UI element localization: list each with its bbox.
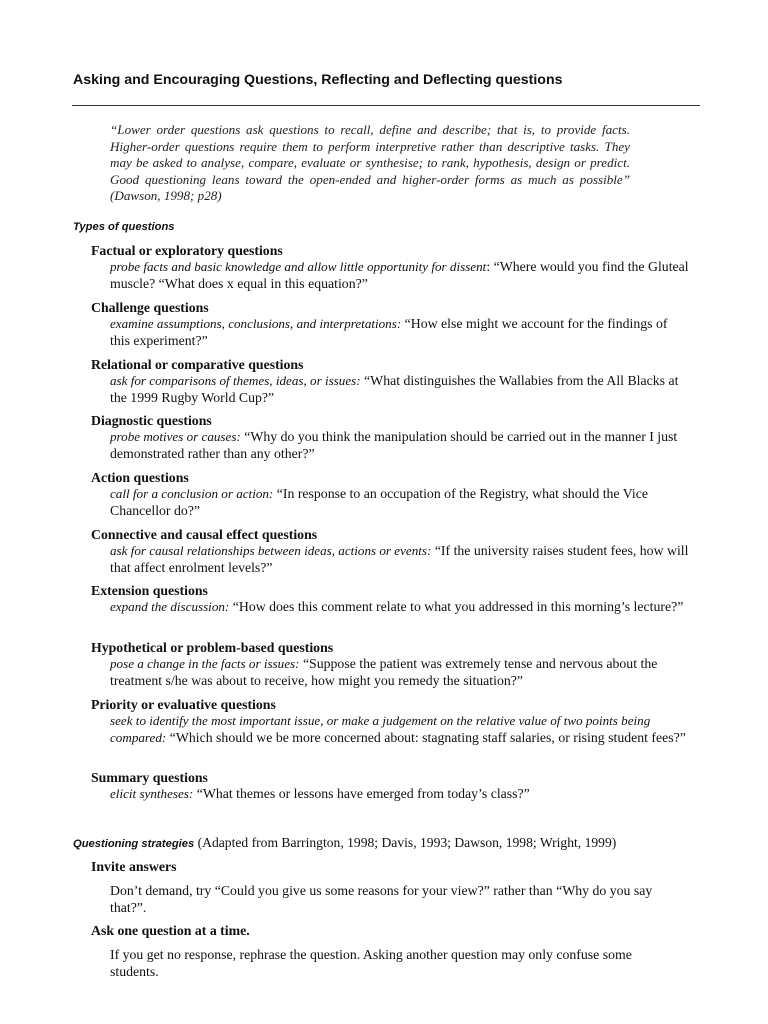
question-type bbox=[91, 769, 691, 803]
question-type-name: Factual or exploratory questions bbox=[91, 243, 283, 258]
question-type-example: “In response to an occupation of the Registry, what should the Vice Chancellor do?” bbox=[110, 486, 648, 518]
question-type bbox=[91, 242, 691, 292]
strategy bbox=[91, 858, 691, 916]
strategy-text: If you get no response, rephrase the question. Asking another question may only confuse some students. bbox=[110, 947, 632, 979]
question-type-example: “What distinguishes the Wallabies from the All Blacks at the 1999 Rugby World Cup?” bbox=[110, 373, 679, 405]
question-type-lead: expand the discussion: bbox=[110, 599, 230, 614]
question-type-lead: elicit syntheses: bbox=[110, 786, 194, 801]
question-type bbox=[91, 639, 691, 689]
question-type-description bbox=[110, 543, 690, 576]
strategy-text: Don’t demand, try “Could you give us some reasons for your view?” rather than “Why do you say that?”. bbox=[110, 883, 653, 915]
question-type-lead: call for a conclusion or action: bbox=[110, 486, 274, 501]
question-type-lead: pose a change in the facts or issues: bbox=[110, 656, 300, 671]
question-type bbox=[91, 299, 691, 349]
question-type bbox=[91, 582, 691, 616]
types-heading-label: Types of questions bbox=[73, 221, 175, 233]
question-type bbox=[91, 526, 691, 576]
question-type-name: Hypothetical or problem-based questions bbox=[91, 640, 334, 655]
question-type-name: Diagnostic questions bbox=[91, 413, 212, 428]
question-type-example: “How does this comment relate to what you addressed in this morning’s lecture?” bbox=[232, 599, 684, 614]
page-title: Asking and Encouraging Questions, Reflecting and Deflecting questions bbox=[73, 72, 563, 88]
question-type-name: Extension questions bbox=[91, 583, 208, 598]
types-heading bbox=[73, 221, 175, 233]
question-type-description bbox=[110, 786, 690, 803]
question-type-description bbox=[110, 316, 690, 349]
question-type-example: “Why do you think the manipulation should be carried out in the manner I just demonstrated rather than any other?” bbox=[110, 429, 678, 461]
strategy bbox=[91, 922, 691, 980]
question-type-example: “What themes or lessons have emerged from today’s class?” bbox=[196, 786, 530, 801]
strategies-heading bbox=[73, 835, 616, 851]
question-type-name: Action questions bbox=[91, 470, 189, 485]
question-type bbox=[91, 356, 691, 406]
question-type-lead: probe motives or causes: bbox=[110, 429, 241, 444]
question-type-description bbox=[110, 429, 690, 462]
opening-quote: “Lower order questions ask questions to recall, define and describe; that is, to provide facts. Higher-order questions require them to perform interpretive rather than descriptive tasks. They may be asked to analyse, compare, evaluate or synthesise; to rank, hypothesis, design or predict. Good questioning leans toward the open-ended and higher-order forms as much as possible” (Dawson, 1998; p28) bbox=[110, 122, 630, 204]
question-type bbox=[91, 469, 691, 519]
question-type-description bbox=[110, 486, 690, 519]
question-type-description bbox=[110, 373, 690, 406]
question-type-name: Challenge questions bbox=[91, 300, 209, 315]
question-type-lead: probe facts and basic knowledge and allow little opportunity for dissent bbox=[110, 259, 487, 274]
question-type-lead: ask for comparisons of themes, ideas, or issues: bbox=[110, 373, 361, 388]
question-type-description bbox=[110, 599, 690, 616]
question-type-separator: : bbox=[486, 259, 494, 274]
question-type-name: Relational or comparative questions bbox=[91, 357, 304, 372]
question-type-name: Summary questions bbox=[91, 770, 208, 785]
question-type-example: “Which should we be more concerned about: stagnating staff salaries, or rising student fees?” bbox=[169, 729, 686, 745]
question-type-example: “Where would you find the Gluteal muscle? “What does x equal in this equation?” bbox=[110, 259, 689, 291]
question-type bbox=[91, 696, 691, 746]
title-divider bbox=[72, 105, 700, 106]
question-type-description bbox=[110, 656, 690, 689]
question-type-name: Priority or evaluative questions bbox=[91, 697, 276, 712]
question-type-lead: examine assumptions, conclusions, and interpretations: bbox=[110, 316, 402, 331]
question-type-lead: seek to identify the most important issue, or make a judgement on the relative value of two points being compared: bbox=[110, 713, 651, 745]
question-type-lead: ask for causal relationships between ideas, actions or events: bbox=[110, 543, 432, 558]
question-type-name: Connective and causal effect questions bbox=[91, 527, 318, 542]
question-type-example: “If the university raises student fees, how will that affect enrolment levels?” bbox=[110, 543, 689, 575]
question-type-example: “How else might we account for the findings of this experiment?” bbox=[110, 316, 668, 348]
strategies-heading-sources: (Adapted from Barrington, 1998; Davis, 1993; Dawson, 1998; Wright, 1999) bbox=[194, 835, 617, 850]
strategies-heading-label: Questioning strategies bbox=[73, 838, 195, 850]
question-type bbox=[91, 412, 691, 462]
strategy-name: Invite answers bbox=[91, 859, 177, 874]
question-type-example: “Suppose the patient was extremely tense and nervous about the treatment s/he was about to receive, how might you remedy the situation?” bbox=[110, 656, 658, 688]
question-type-description bbox=[110, 259, 690, 292]
strategy-name: Ask one question at a time. bbox=[91, 923, 250, 938]
question-type-description bbox=[110, 713, 690, 746]
